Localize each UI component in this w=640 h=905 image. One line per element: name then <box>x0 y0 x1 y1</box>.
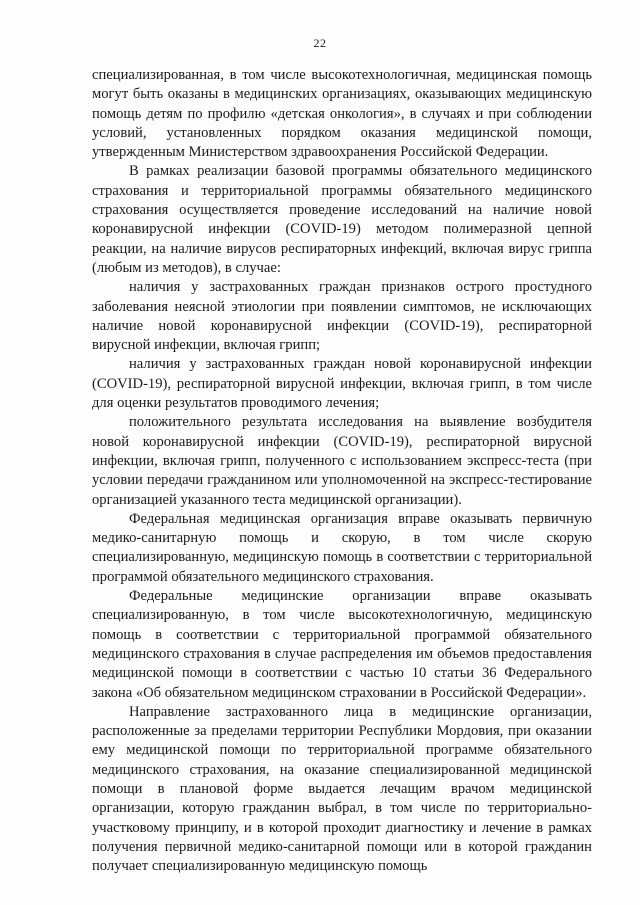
document-body <box>92 66 592 876</box>
paragraph-4: наличия у застрахованных граждан новой коронавирусной инфекции (COVID-19), респираторной вирусной инфекции, включая грипп, в том числе для оценки результатов проводимого лечения; <box>92 356 592 412</box>
paragraph-1: специализированная, в том числе высокотехнологичная, медицинская помощь могут быть оказаны в медицинских организациях, оказывающих медицинскую помощь детям по профилю «детская онкология», в случаях и при соблюдении условий, установленных порядком оказания медицинской помощи, утвержденным Министерством здравоохранения Российской Федерации. <box>92 67 592 161</box>
page-number: 22 <box>313 36 327 50</box>
paragraph-2: В рамках реализации базовой программы обязательного медицинского страхования и территориальной программы обязательного медицинского страхования осуществляется проведение исследований на наличие новой коронавирусной инфекции (COVID-19) методом полимеразной цепной реакции, на наличие вирусов респираторных инфекций, включая вирус гриппа (любым из методов), в случае: <box>92 163 592 276</box>
paragraph-5: положительного результата исследования на выявление возбудителя новой коронавирусной инфекции (COVID-19), респираторной вирусной инфекции, включая грипп, полученного с использованием экспресс-теста (при условии передачи гражданином или уполномоченной на экспресс-тестирование организацией указанного теста медицинской организации). <box>92 414 592 508</box>
paragraph-7: Федеральные медицинские организации вправе оказывать специализированную, в том числе высокотехнологичную, медицинскую помощь в соответствии с территориальной программой обязательного медицинского страхования в случае распределения им объемов предоставления медицинской помощи в соответствии с частью 10 статьи 36 Федерального закона «Об обязательном медицинском страховании в Российской Федерации». <box>92 588 592 701</box>
paragraph-8: Направление застрахованного лица в медицинские организации, расположенные за пределами территории Республики Мордовия, при оказании ему медицинской помощи по территориальной программе обязательного медицинского страхования, на оказание специализированной медицинской помощи в плановой форме выдается лечащим врачом медицинской организации, которую гражданин выбрал, в том числе по территориально-участковому принципу, и в которой проходит диагностику и лечение в рамках получения первичной медико-санитарной помощи или в которой гражданин получает специализированную медицинскую помощь <box>92 703 592 875</box>
paragraph-6: Федеральная медицинская организация вправе оказывать первичную медико-санитарную помощь и скорую, в том числе скорую специализированную, медицинскую помощь в соответствии с территориальной программой обязательного медицинского страхования. <box>92 510 592 585</box>
paragraph-3: наличия у застрахованных граждан признаков острого простудного заболевания неясной этиологии при появлении симптомов, не исключающих наличие новой коронавирусной инфекции (COVID-19), респираторной вирусной инфекции, включая грипп; <box>92 279 592 354</box>
